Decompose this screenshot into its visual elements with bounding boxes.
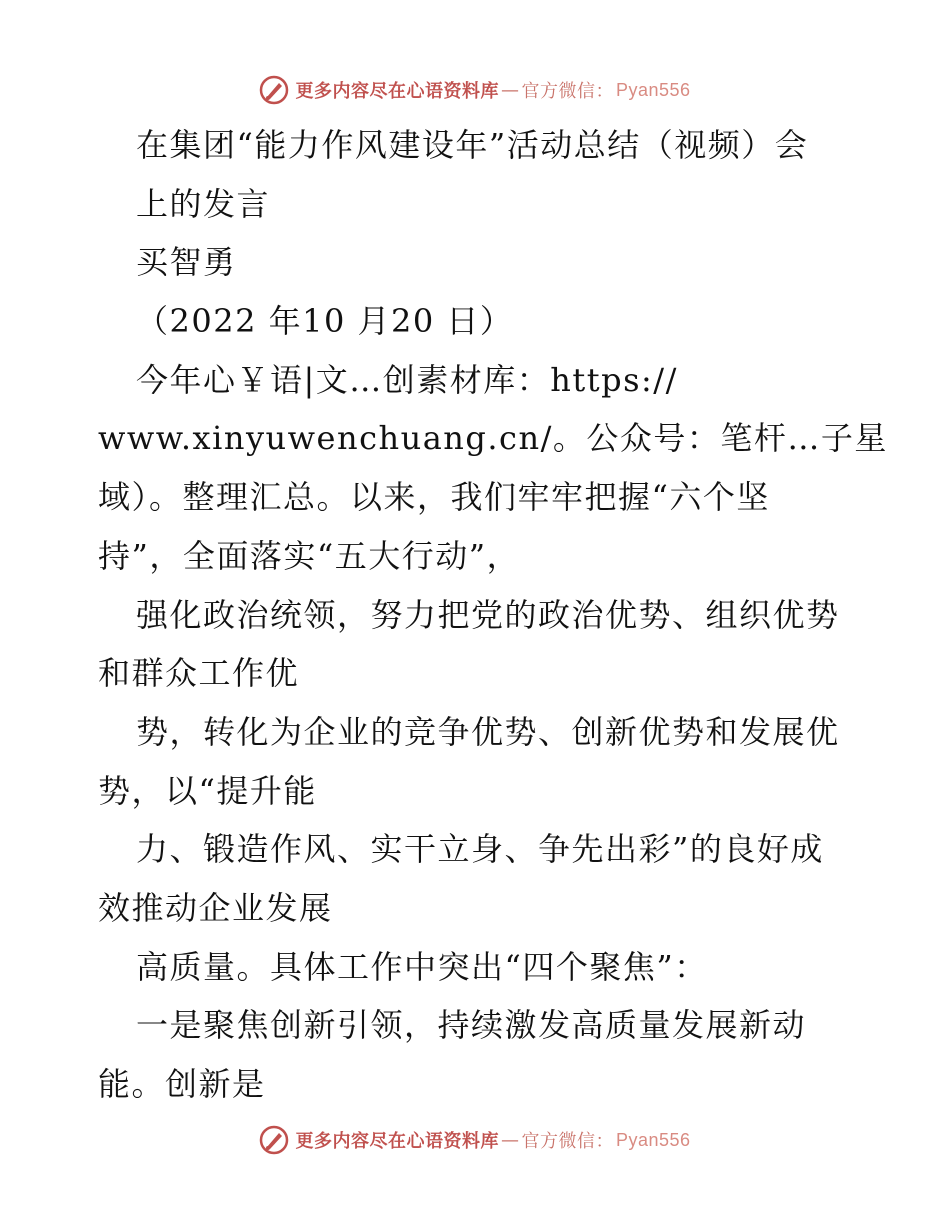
- doc-paragraph-line: 势，以“提升能: [98, 771, 317, 810]
- doc-paragraph-line: 效推动企业发展: [98, 888, 333, 927]
- watermark-dash: —: [500, 79, 520, 101]
- doc-paragraph-line: www.xinyuwenchuang.cn/。公众号：笔杆…子星: [98, 419, 888, 458]
- doc-paragraph-line: 高质量。具体工作中突出“四个聚焦”：: [136, 947, 708, 986]
- document-body: [98, 116, 888, 1114]
- pen-logo-icon: [259, 1125, 289, 1155]
- watermark-site-text: 更多内容尽在心语资料库: [295, 1131, 499, 1152]
- doc-paragraph-line: 今年心￥语|文…创素材库：https://: [136, 360, 678, 399]
- watermark-dash: —: [500, 1129, 520, 1151]
- doc-title-line-1: 在集团“能力作风建设年”活动总结（视频）会: [136, 126, 809, 164]
- doc-paragraph-line: 域）。整理汇总。以来，我们牢牢把握“六个坚: [98, 478, 770, 517]
- header-watermark: [0, 70, 950, 110]
- watermark-wechat-label: 官方微信：: [521, 81, 614, 102]
- doc-paragraph-line: 势，转化为企业的竞争优势、创新优势和发展优: [136, 712, 840, 751]
- doc-paragraph-line: 和群众工作优: [98, 654, 300, 693]
- doc-paragraph-line: 力、锻造作风、实干立身、争先出彩”的良好成: [136, 830, 824, 869]
- watermark-site-text: 更多内容尽在心语资料库: [295, 81, 499, 102]
- watermark-wechat-label: 官方微信：: [521, 1131, 614, 1152]
- doc-title-line-2: 上的发言: [136, 184, 271, 223]
- doc-author: 买智勇: [136, 243, 237, 282]
- doc-date: （2022 年10 月20 日）: [136, 302, 514, 341]
- watermark-wechat-id: Pyan556: [615, 1129, 691, 1150]
- doc-paragraph-line: 能。创新是: [98, 1065, 266, 1103]
- watermark-wechat-id: Pyan556: [615, 79, 691, 100]
- doc-paragraph-line: 一是聚焦创新引领，持续激发高质量发展新动: [136, 1006, 807, 1045]
- doc-paragraph-line: 持”，全面落实“五大行动”，: [98, 536, 521, 575]
- pen-logo-icon: [259, 75, 289, 105]
- doc-paragraph-line: 强化政治统领，努力把党的政治优势、组织优势: [136, 595, 840, 634]
- footer-watermark: [0, 1120, 950, 1160]
